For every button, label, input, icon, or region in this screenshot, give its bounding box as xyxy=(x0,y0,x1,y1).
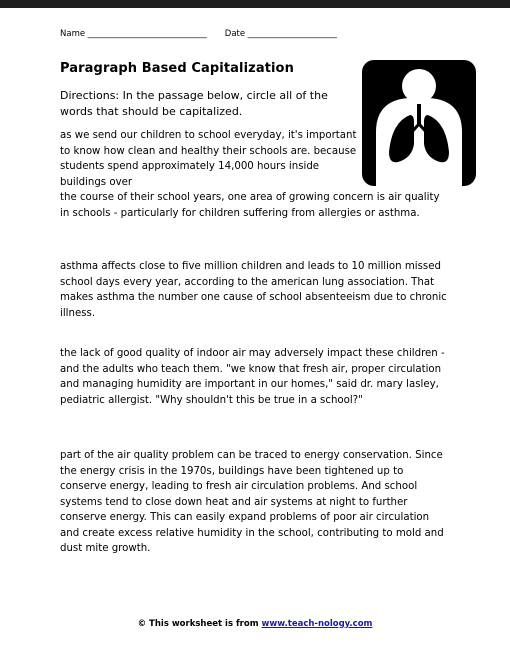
paragraph-4: part of the air quality problem can be traced to energy conservation. Since the energy crisis in the 1970s, buildings have been tightened up to conserve energy, leading to fresh air circulation problems. And school systems tend to close down heat and air systems at night to further conserve energy. This can easily expand problems of poor air circulation and create excess relative humidity in the school, contributing to mold and dust mite growth. xyxy=(60,450,444,554)
paragraph-1 xyxy=(60,128,450,221)
header-fields xyxy=(60,29,337,39)
footer-credit xyxy=(0,619,510,629)
paragraph-3: the lack of good quality of indoor air may adversely impact these children - and the adults who teach them. "we know that fresh air, proper circulation and managing humidity are important in our homes," said dr. mary lasley, pediatric allergist. "Why shouldn't this be true in a school?" xyxy=(60,348,445,406)
name-field: Name ____________________________ xyxy=(60,29,207,39)
top-border xyxy=(0,0,510,8)
paragraph-1-full-text: the course of their school years, one area of growing concern is air quality in schools - particularly for children suffering from allergies or asthma. xyxy=(60,192,440,219)
paragraph-1-wrapped-text: as we send our children to school everyday, it's important to know how clean and healthy their schools are. because students spend approximately 14,000 hours inside buildings over xyxy=(60,130,357,188)
paragraph-2: asthma affects close to five million children and leads to 10 million missed school days every year, according to the american lung association. That makes asthma the number one cause of school absenteeism due to chronic illness. xyxy=(60,261,447,319)
page-title: Paragraph Based Capitalization xyxy=(60,61,294,76)
date-field: Date _____________________ xyxy=(224,29,338,39)
directions-text: Directions: In the passage below, circle all of the words that should be capitalized. xyxy=(60,89,328,118)
footer-prefix: © This worksheet is from xyxy=(137,619,262,629)
footer-link[interactable]: www.teach-nology.com xyxy=(261,619,373,629)
